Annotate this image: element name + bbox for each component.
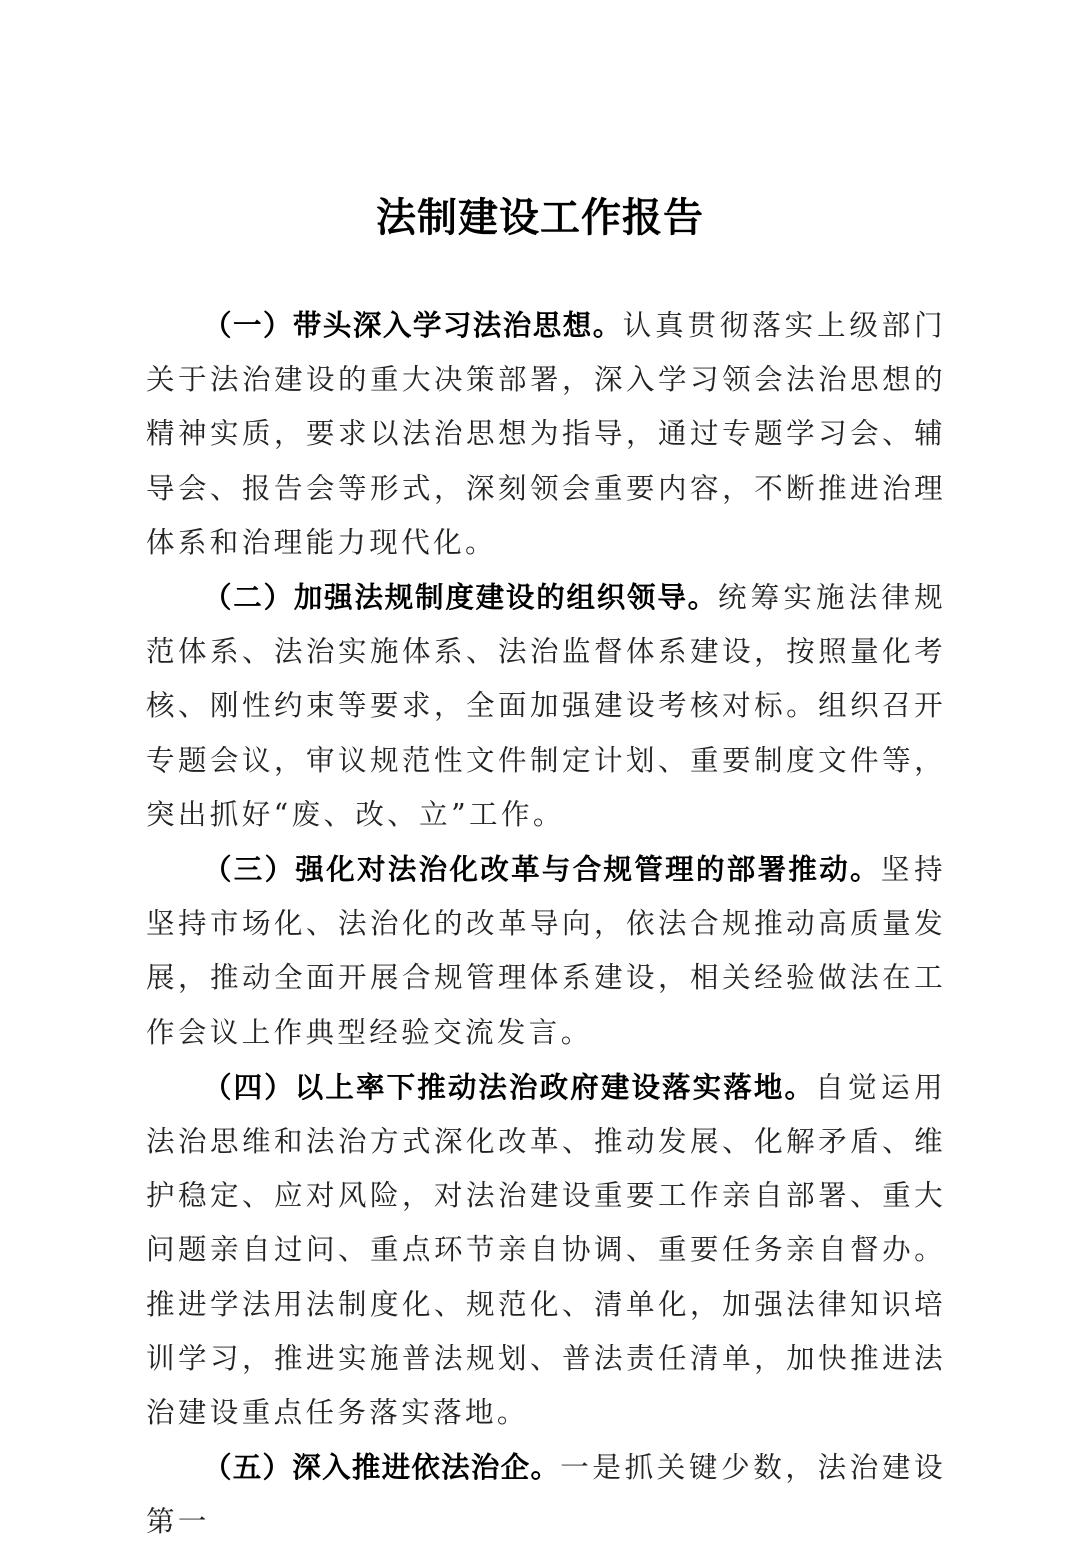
paragraph-3-heading: （三）强化对法治化改革与合规管理的部署推动。 [203,852,881,887]
document-body [146,298,946,1550]
paragraph-1-heading: （一）带头深入学习法治思想。 [203,308,623,342]
paragraph-5 [146,1440,946,1549]
paragraph-2-text: 统筹实施法律规范体系、法治实施体系、法治监督体系建设，按照量化考核、刚性约束等要求，全面加强建设考核对标。组织召开专题会议，审议规范性文件制定计划、重要制度文件等，突出抓好“废、改、立”工作。 [146,581,946,831]
document-title: 法制建设工作报告 [376,194,704,241]
paragraph-4-text: 自觉运用法治思维和法治方式深化改革、推动发展、化解矛盾、维护稳定、应对风险，对法治建设重要工作亲自部署、重大问题亲自过问、重点环节亲自协调、重要任务亲自督办。推进学法用法制度化、规范化、清单化，加强法律知识培训学习，推进实施普法规划、普法责任清单，加快推进法治建设重点任务落实落地。 [146,1070,946,1430]
paragraph-4 [146,1060,946,1440]
paragraph-1 [146,298,946,570]
paragraph-5-heading: （五）深入推进依法治企。 [203,1450,561,1485]
paragraph-2 [146,570,946,842]
paragraph-2-heading: （二）加强法规制度建设的组织领导。 [203,580,718,615]
paragraph-5-text: 一是抓关键少数，法治建设第一 [146,1451,946,1539]
paragraph-4-heading: （四）以上率下推动法治政府建设落实落地。 [203,1069,816,1104]
paragraph-1-text: 认真贯彻落实上级部门关于法治建设的重大决策部署，深入学习领会法治思想的精神实质，要求以法治思想为指导，通过专题学习会、辅导会、报告会等形式，深刻领会重要内容，不断推进治理体系和治理能力现代化。 [146,309,946,559]
paragraph-3-text: 坚持坚持市场化、法治化的改革导向，依法合规推动高质量发展，推动全面开展合规管理体系建设，相关经验做法在工作会议上作典型经验交流发言。 [146,853,946,1049]
paragraph-3 [146,842,946,1060]
